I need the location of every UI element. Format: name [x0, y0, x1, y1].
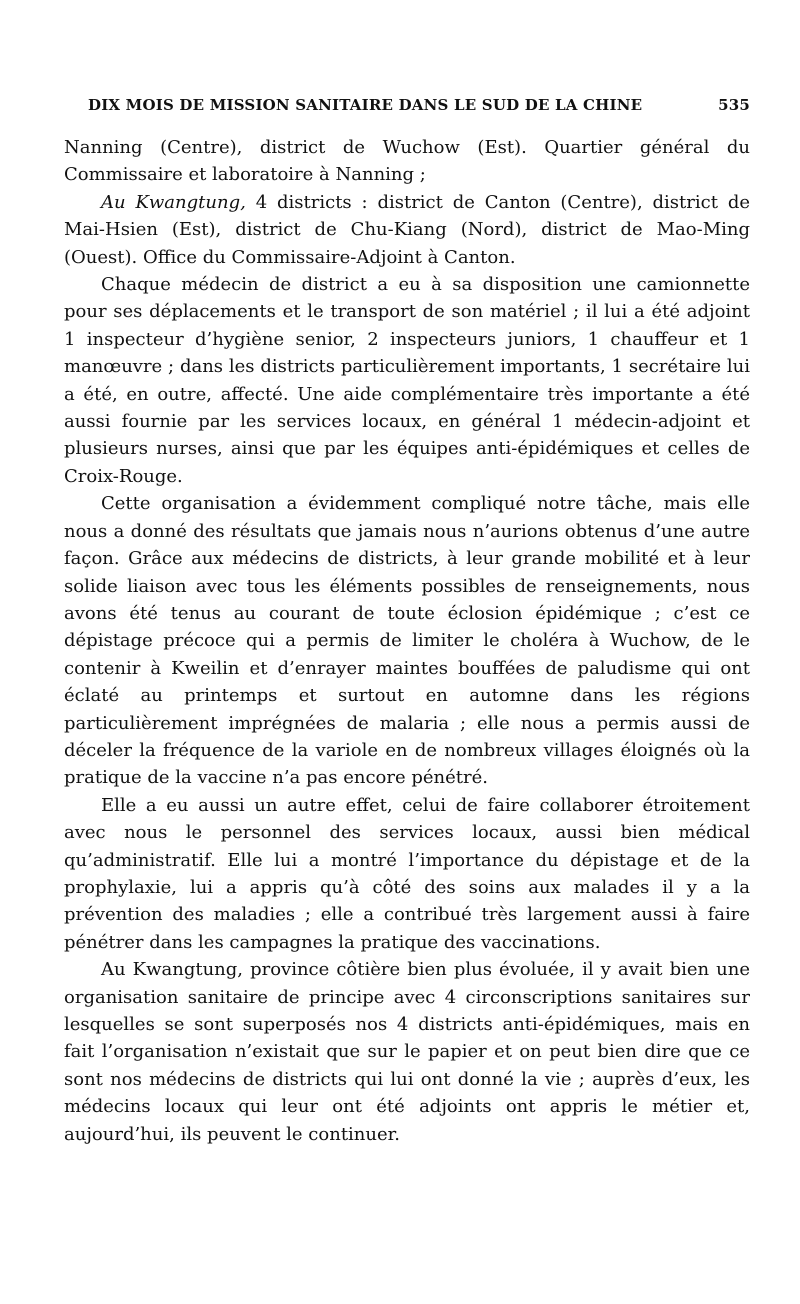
paragraph [64, 490, 750, 791]
paragraph-lead: Au Kwangtung, [101, 191, 246, 213]
paragraph [64, 792, 750, 956]
paragraph [64, 956, 750, 1148]
paragraph [64, 134, 750, 189]
paragraph-text: Au Kwangtung, province côtière bien plus évoluée, il y avait bien une organisation sanitaire de principe avec 4 circonscriptions sanitaires sur lesquelles se sont superposés nos 4 districts anti-épidémiques, mais en fait l’organisation n’existait que sur le papier et on peut bien dire que ce sont nos médecins de districts qui lui ont donné la vie ; auprès d’eux, les médecins locaux qui leur ont été adjoints ont appris le métier et, aujourd’hui, ils peuvent le continuer. [64, 959, 750, 1145]
paragraph [64, 271, 750, 490]
paragraph-text: Elle a eu aussi un autre effet, celui de faire collaborer étroitement avec nous le personnel des services locaux, aussi bien médical qu’administratif. Elle lui a montré l’importance du dépistage et de la prophylaxie, lui a appris qu’à côté des soins aux malades il y a la prévention des maladies ; elle a contribué très largement aussi à faire pénétrer dans les campagnes la pratique des vaccinations. [64, 794, 750, 953]
paragraph-text: 4 districts : district de Canton (Centre), district de Mai-Hsien (Est), district de Chu-Kiang (Nord), district de Mao-Ming (Ouest). Office du Commissaire-Adjoint à Canton. [64, 191, 750, 268]
paragraph [64, 189, 750, 271]
paragraph-text: Cette organisation a évidemment compliqué notre tâche, mais elle nous a donné des résultats que jamais nous n’aurions obtenus d’une autre façon. Grâce aux médecins de districts, à leur grande mobilité et à leur solide liaison avec tous les éléments possibles de renseignements, nous avons été tenus au courant de toute éclosion épidémique ; c’est ce dépistage précoce qui a permis de limiter le choléra à Wuchow, de le contenir à Kweilin et d’enrayer maintes bouffées de paludisme qui ont éclaté au printemps et surtout en automne dans les régions particulièrement imprégnées de malaria ; elle nous a permis aussi de déceler la fréquence de la variole en de nombreux villages éloignés où la pratique de la vaccine n’a pas encore pénétré. [64, 493, 750, 789]
running-header [88, 96, 750, 114]
page-number: 535 [718, 96, 750, 114]
book-page [64, 96, 750, 1148]
body-text [64, 134, 750, 1148]
paragraph-text: Nanning (Centre), district de Wuchow (Est). Quartier général du Commissaire et laboratoire à Nanning ; [64, 137, 750, 186]
running-title: DIX MOIS DE MISSION SANITAIRE DANS LE SUD DE LA CHINE [88, 96, 643, 114]
paragraph-text: Chaque médecin de district a eu à sa disposition une camionnette pour ses déplacements et le transport de son matériel ; il lui a été adjoint 1 inspecteur d’hygiène senior, 2 inspecteurs juniors, 1 chauffeur et 1 manœuvre ; dans les districts particulièrement importants, 1 secrétaire lui a été, en outre, affecté. Une aide complémentaire très importante a été aussi fournie par les services locaux, en général 1 médecin-adjoint et plusieurs nurses, ainsi que par les équipes anti-épidémiques et celles de Croix-Rouge. [64, 274, 750, 487]
